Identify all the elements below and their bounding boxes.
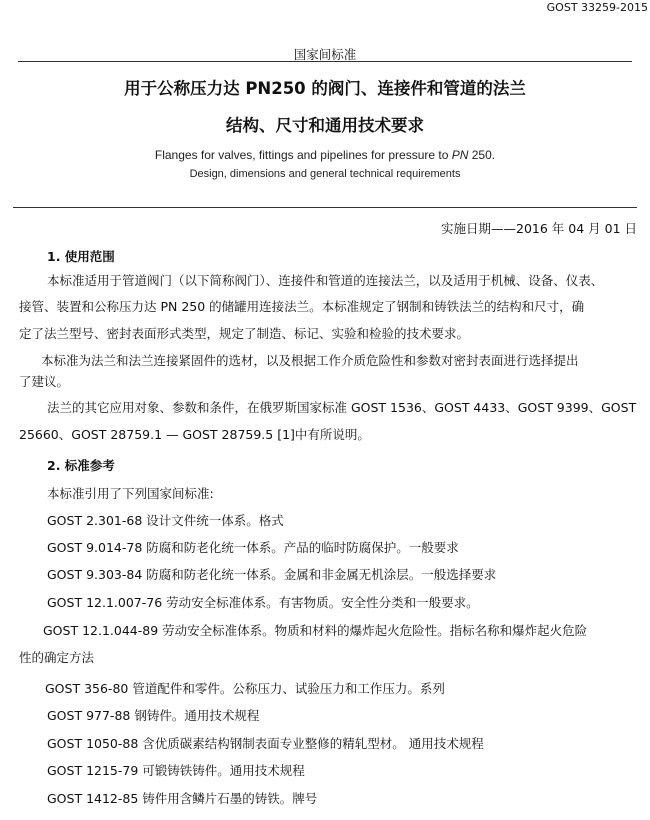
english-title: [0, 148, 650, 162]
reference-item: GOST 977-88 钢铸件。通用技术规程: [47, 708, 260, 723]
reference-item-continuation: 性的确定方法: [19, 650, 95, 665]
english-subtitle: Design, dimensions and general technical requirements: [189, 168, 461, 180]
reference-item: GOST 9.303-84 防腐和防老化统一体系。金属和非金属无机涂层。一般选择要求: [47, 567, 497, 582]
reference-item: GOST 2.301-68 设计文件统一体系。格式: [47, 513, 284, 528]
reference-item: GOST 356-80 管道配件和零件。公称压力、试验压力和工作压力。系列: [45, 681, 445, 696]
effective-date: 实施日期——2016 年 04 月 01 日: [441, 221, 637, 236]
middle-divider: [13, 207, 637, 208]
s1-p3-line1: 法兰的其它应用对象、参数和条件，在俄罗斯国家标准 GOST 1536、GOST 4433、GOST 9399、GOST: [47, 400, 637, 415]
reference-item: GOST 1050-88 含优质碳素结构钢制表面专业整修的精轧型材。 通用技术规程: [47, 736, 484, 751]
reference-item: GOST 12.1.007-76 劳动安全标准体系。有害物质。安全性分类和一般要求。: [47, 595, 479, 610]
s1-p3-line2: 25660、GOST 28759.1 — GOST 28759.5 [1]中有所说明。: [19, 427, 370, 442]
reference-item: GOST 9.014-78 防腐和防老化统一体系。产品的临时防腐保护。一般要求: [47, 540, 459, 555]
section-2-heading: 2. 标准参考: [47, 458, 115, 473]
s1-p1-line3: 定了法兰型号、密封表面形式类型，规定了制造、标记、实验和检验的技术要求。: [19, 326, 470, 341]
reference-item: GOST 1215-79 可锻铸铁铸件。通用技术规程: [47, 763, 305, 778]
reference-item: GOST 12.1.044-89 劳动安全标准体系。物质和材料的爆炸起火危险性。指标名称和爆炸起火危险: [43, 623, 588, 638]
title-line-2: 结构、尺寸和通用技术要求: [226, 116, 424, 135]
s1-p1-line2: 接管、装置和公称压力达 PN 250 的储罐用连接法兰。本标准规定了钢制和铸铁法兰的结构和尺寸，确: [19, 299, 585, 314]
title-line-1: 用于公称压力达 PN250 的阀门、连接件和管道的法兰: [124, 79, 526, 98]
s1-p1-line1: 本标准适用于管道阀门（以下简称阀门）、连接件和管道的连接法兰，以及适用于机械、设备、仪表、: [47, 273, 604, 288]
standard-code: GOST 33259-2015: [546, 1, 648, 14]
top-divider: [18, 61, 632, 62]
english-title-text: Flanges for valves, fittings and pipelines for pressure to PN 250.: [154, 148, 496, 162]
reference-item: GOST 1412-85 铸件用含鳞片石墨的铸铁。牌号: [47, 791, 318, 806]
s1-p2-line2: 了建议。: [19, 374, 70, 389]
standard-category: 国家间标准: [293, 47, 357, 62]
s1-p2-line1: 本标准为法兰和法兰连接紧固件的选材，以及根据工作介质危险性和参数对密封表面进行选择提出: [41, 353, 579, 368]
section-1-heading: 1. 使用范围: [47, 249, 115, 264]
s2-intro: 本标准引用了下列国家间标准:: [47, 486, 214, 501]
